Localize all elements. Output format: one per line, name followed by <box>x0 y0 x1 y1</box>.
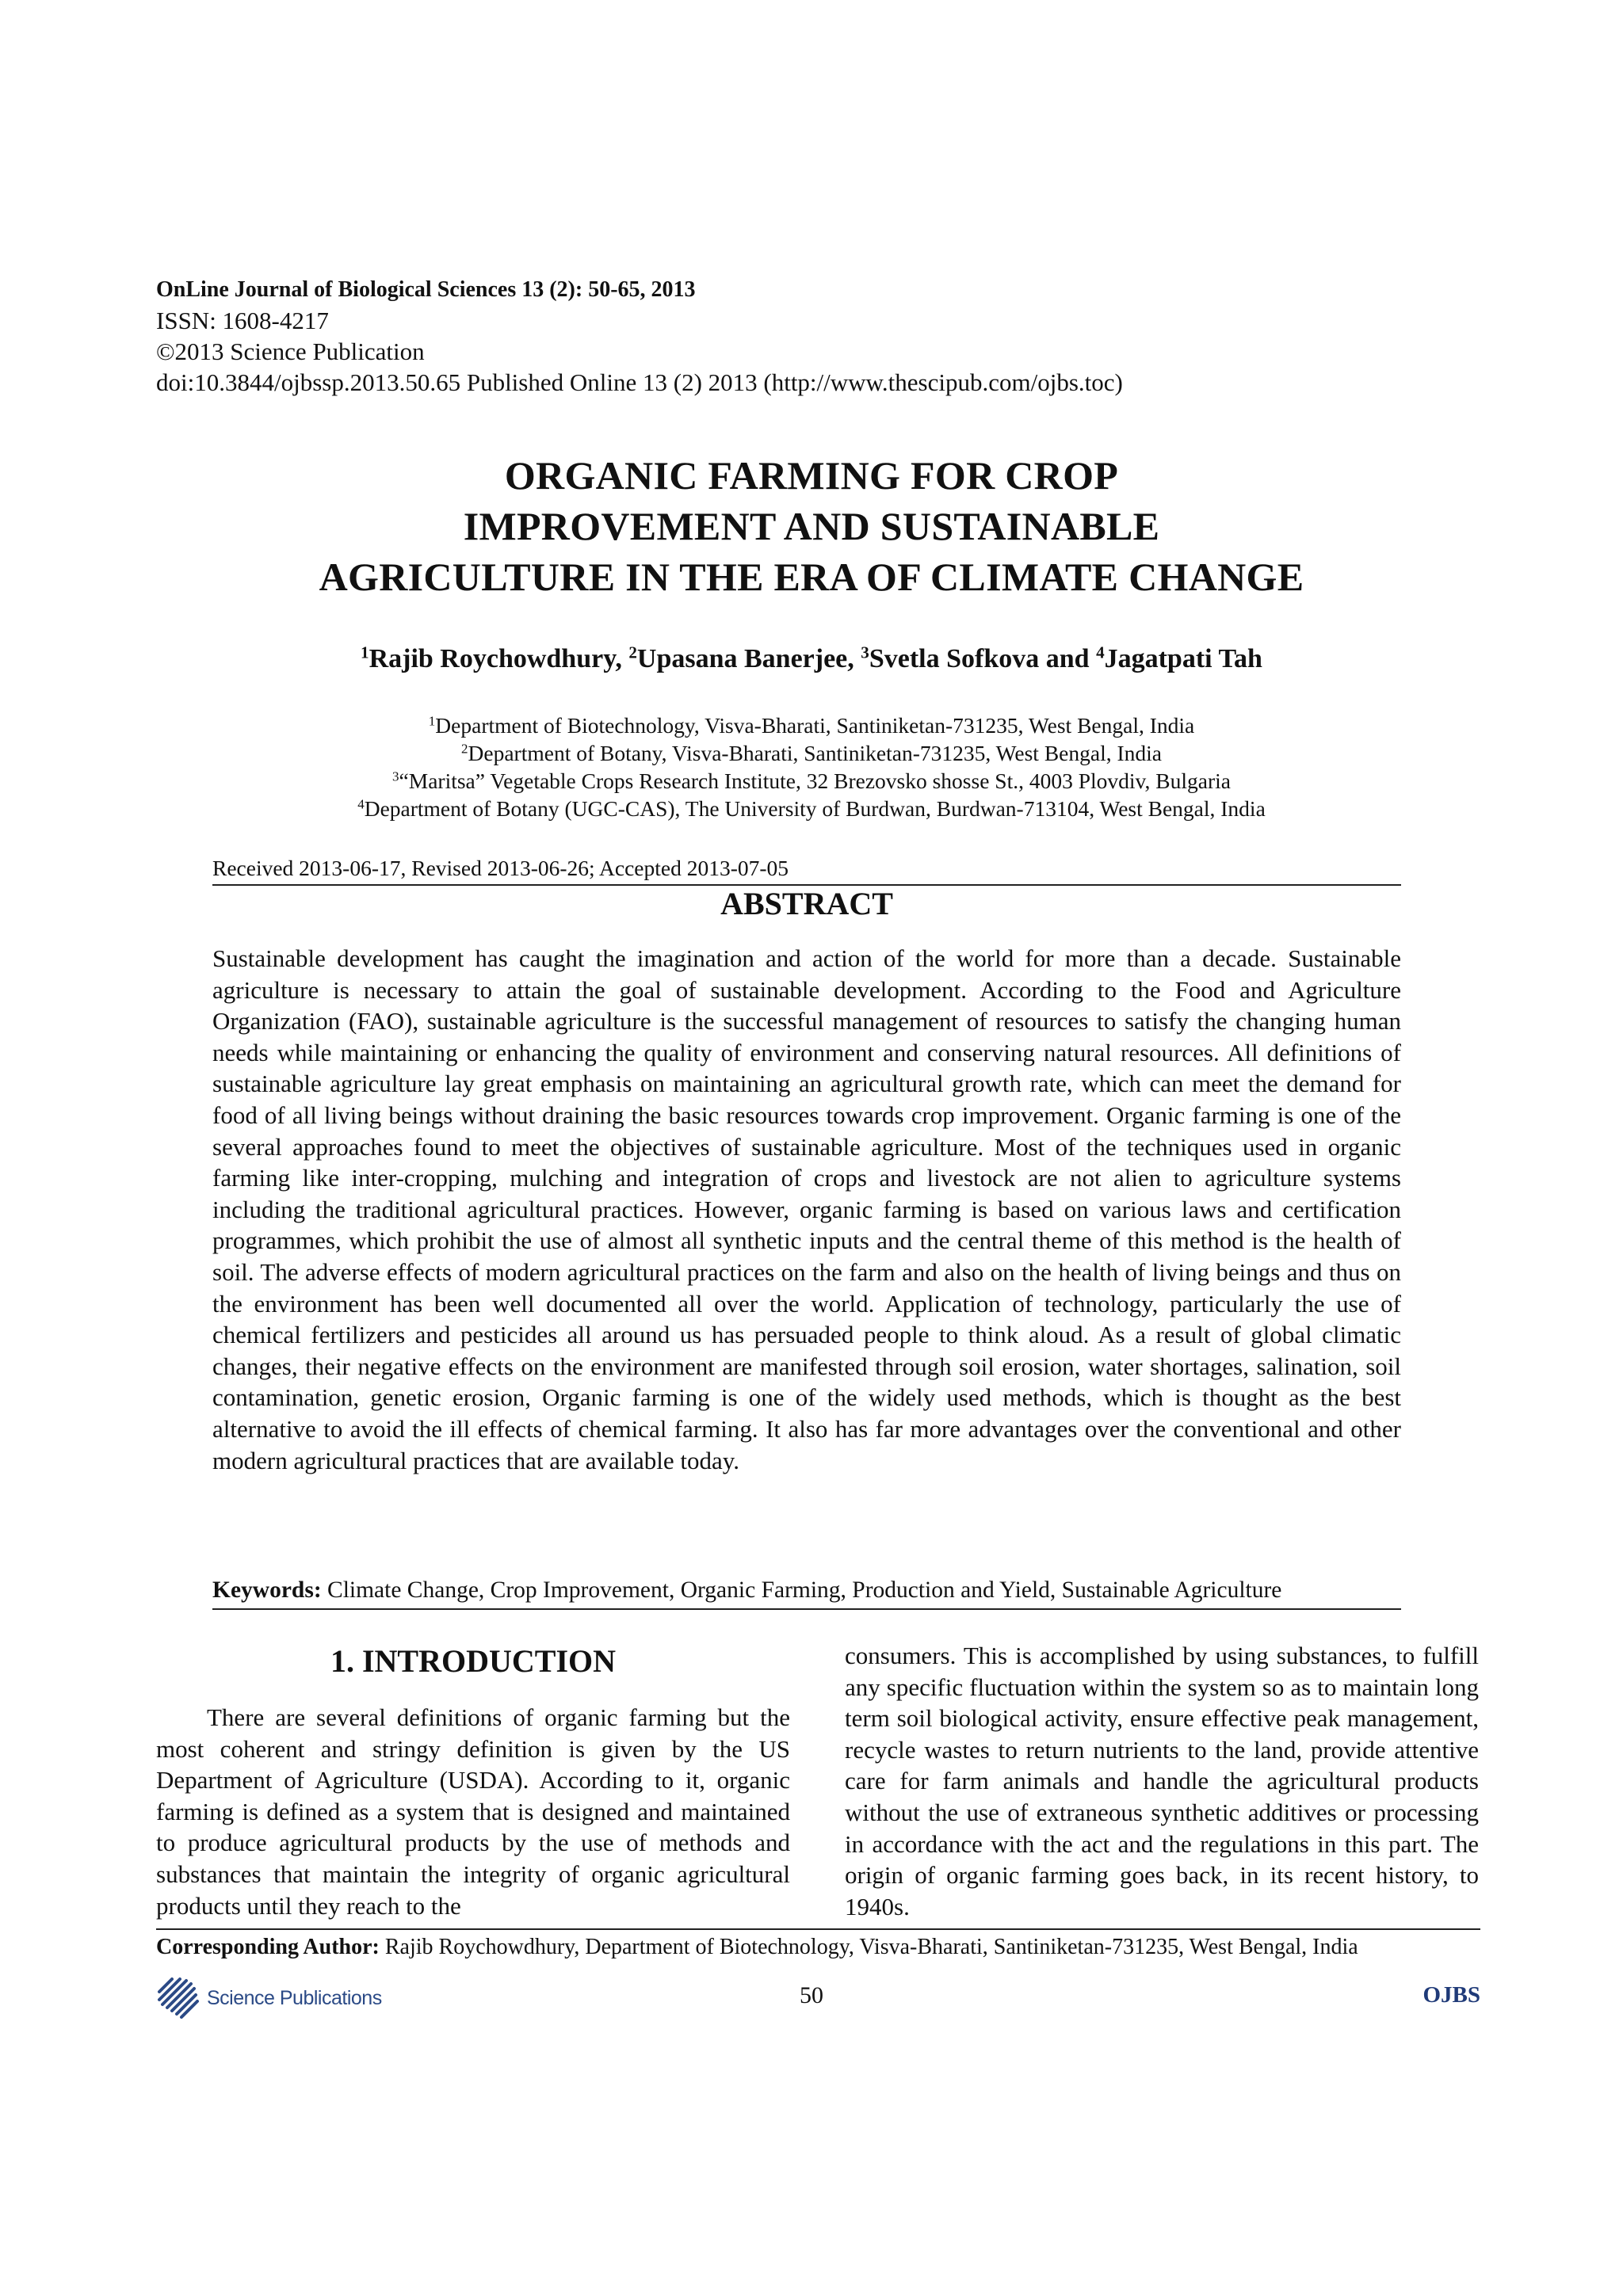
corresponding-text: Rajib Roychowdhury, Department of Biotechnology, Visva-Bharati, Santiniketan-731235, West Bengal, India <box>379 1935 1358 1959</box>
author-list <box>158 642 1465 677</box>
corresponding-label: Corresponding Author: <box>156 1935 380 1959</box>
received-dates: Received 2013-06-17, Revised 2013-06-26; Accepted 2013-07-05 <box>212 856 789 880</box>
publisher-logo-icon <box>156 1976 200 2020</box>
journal-line: OnLine Journal of Biological Sciences 13 (2): 50-65, 2013 <box>156 277 696 302</box>
author-name: Upasana Banerjee, <box>636 644 861 673</box>
author-sup: 2 <box>628 643 637 662</box>
affiliation <box>158 795 1465 822</box>
author-name: Jagatpati Tah <box>1104 644 1262 673</box>
affiliation-sup: 3 <box>392 769 399 784</box>
affiliation-text: Department of Botany, Visva-Bharati, Santiniketan-731235, West Bengal, India <box>468 741 1162 765</box>
keywords-label: Keywords: <box>212 1577 322 1603</box>
author-name: Rajib Roychowdhury, <box>369 644 629 673</box>
author-sup: 1 <box>361 643 369 662</box>
author-name: Svetla Sofkova and <box>869 644 1097 673</box>
publisher-logo <box>156 1976 382 2020</box>
introduction-right-column: consumers. This is accomplished by using substances, to fulfill any specific fluctuation within the system so as to maintain long term soil biological activity, ensure effective peak management, recycle wastes to return nutrients to the land, provide attentive care for farm animals and handle the agricultural products without the use of extraneous synthetic additives or processing in accordance with the act and the regulations in this part. The origin of organic farming goes back, in its recent history, to 1940s. <box>845 1642 1479 1920</box>
affiliation-sup: 2 <box>461 741 468 757</box>
abstract-body: Sustainable development has caught the imagination and action of the world for more than a decade. Sustainable agriculture is necessary to attain the goal of sustainable development. According to the Food and Agriculture Organization (FAO), sustainable agriculture is the successful management of resources to satisfy the changing human needs while maintaining or enhancing the quality of environment and conserving natural resources. All definitions of sustainable agriculture lay great emphasis on maintaining an agricultural growth rate, which can meet the demand for food of all living beings without draining the basic resources towards crop improvement. Organic farming is one of the several approaches found to meet the objectives of sustainable agriculture. Most of the techniques used in organic farming like inter-cropping, mulching and integration of crops and livestock are not alien to agriculture systems including the traditional agricultural practices. However, organic farming is based on various laws and certification programmes, which prohibit the use of almost all synthetic inputs and the central theme of this method is the health of soil. The adverse effects of modern agricultural practices on the farm and also on the health of living beings and thus on the environment has been well documented all over the world. Application of technology, particularly the use of chemical fertilizers and pesticides all around us has persuaded people to think aloud. As a result of global climatic changes, their negative effects on the environment are manifested through soil erosion, water shortages, salination, soil contamination, genetic erosion, Organic farming is one of the widely used methods, which is thought as the best alternative to avoid the ill effects of chemical farming. It also has far more advantages over the conventional and other modern agricultural practices that are available today. <box>212 944 1401 1474</box>
issn: ISSN: 1608-4217 <box>156 307 329 334</box>
affiliation <box>158 767 1465 795</box>
affiliation-sup: 4 <box>357 796 365 812</box>
introduction-heading: 1. INTRODUCTION <box>330 1643 617 1679</box>
affiliation-text: “Maritsa” Vegetable Crops Research Institute, 32 Brezovsko shosse St., 4003 Plovdiv, Bulgaria <box>399 769 1231 793</box>
title-line: ORGANIC FARMING FOR CROP <box>504 453 1119 498</box>
abstract-heading: ABSTRACT <box>720 886 893 921</box>
affiliation <box>158 739 1465 767</box>
doi-line: doi:10.3844/ojbssp.2013.50.65 Published Online 13 (2) 2013 (http://www.thescipub.com/ojbs.toc) <box>156 368 1123 396</box>
journal-header <box>156 274 1123 398</box>
paper-title <box>158 450 1465 602</box>
author-sup: 3 <box>861 643 869 662</box>
affiliation-text: Department of Biotechnology, Visva-Bharati, Santiniketan-731235, West Bengal, India <box>435 713 1195 738</box>
affiliation-text: Department of Botany (UGC-CAS), The University of Burdwan, Burdwan-713104, West Bengal, India <box>364 796 1266 821</box>
copyright: ©2013 Science Publication <box>156 338 425 365</box>
footnote-rule <box>156 1928 1480 1930</box>
keywords <box>212 1575 1401 1605</box>
journal-abbreviation: OJBS <box>1423 1982 1480 2008</box>
affiliation-sup: 1 <box>428 713 436 729</box>
affiliation-list <box>158 711 1465 822</box>
title-line: IMPROVEMENT AND SUSTAINABLE <box>463 504 1160 548</box>
corresponding-author <box>156 1933 1358 1962</box>
keywords-rule <box>212 1608 1401 1610</box>
title-line: AGRICULTURE IN THE ERA OF CLIMATE CHANGE <box>319 555 1304 599</box>
affiliation <box>158 711 1465 739</box>
page-number: 50 <box>800 1982 823 2008</box>
author-sup: 4 <box>1096 643 1105 662</box>
keywords-text: Climate Change, Crop Improvement, Organic Farming, Production and Yield, Sustainable Agriculture <box>321 1577 1282 1603</box>
publisher-name: Science Publications <box>207 1986 382 2009</box>
introduction-left-column: There are several definitions of organic farming but the most coherent and stringy definition is given by the US Department of Agriculture (USDA). According to it, organic farming is defined as a system that is designed and maintained to produce agricultural products by the use of methods and substances that maintain the integrity of organic agricultural products until they reach to the <box>156 1703 790 1920</box>
